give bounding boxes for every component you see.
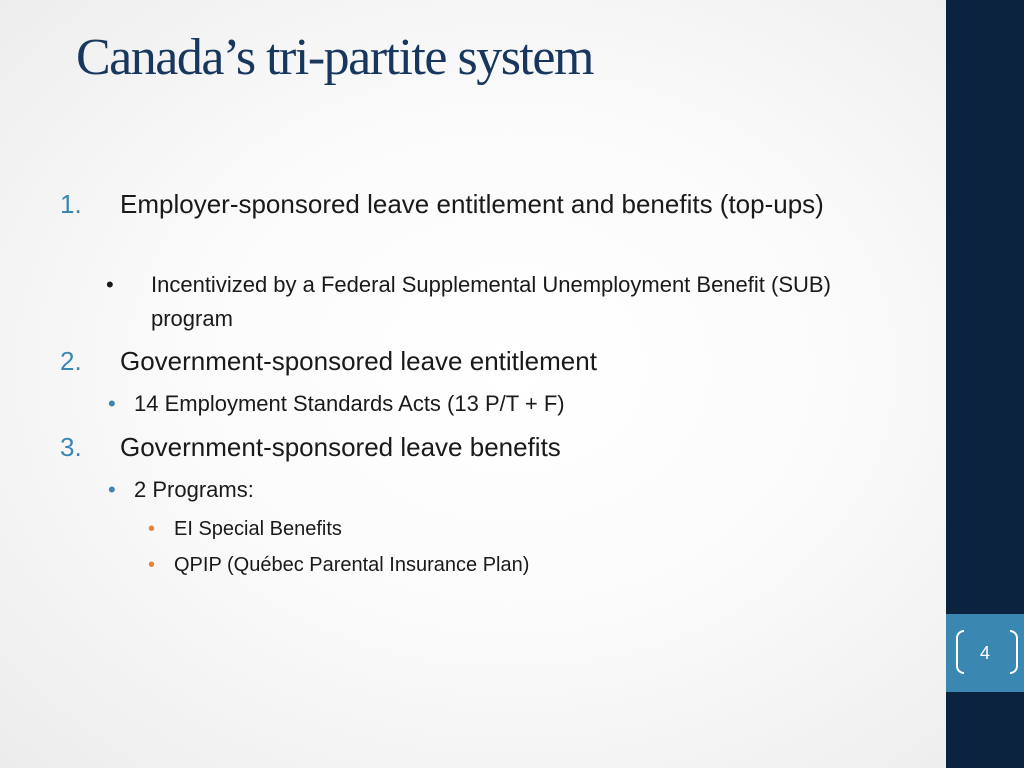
item-number-3: 3. xyxy=(60,432,82,462)
slide-number: 4 xyxy=(979,643,990,663)
item-text-1: Employer-sponsored leave entitlement and benefits (top-ups) xyxy=(120,189,824,219)
subsubitem-text-3-1-1: EI Special Benefits xyxy=(174,518,342,540)
item-text-2: Government-sponsored leave entitlement xyxy=(120,346,597,376)
item-text-3: Government-sponsored leave benefits xyxy=(120,432,561,462)
subitem-text-2-1: 14 Employment Standards Acts (13 P/T + F) xyxy=(134,391,565,416)
item-number-2: 2. xyxy=(60,346,82,376)
slide-number-box xyxy=(946,614,1024,692)
bullet-1-1: • xyxy=(106,272,114,297)
subitem-text-1-1: Incentivized by a Federal Supplemental Unemployment Benefit (SUB) program xyxy=(151,272,831,331)
subitem-text-3-1: 2 Programs: xyxy=(134,477,254,502)
item-number-1: 1. xyxy=(60,189,82,219)
bullet-2-1: • xyxy=(108,391,116,416)
subsubitem-text-3-1-2: QPIP (Québec Parental Insurance Plan) xyxy=(174,554,530,576)
bullet-3-1: • xyxy=(108,477,116,502)
bullet-3-1-1: • xyxy=(148,518,156,540)
slide-title: Canada’s tri-partite system xyxy=(76,29,593,86)
bullet-3-1-2: • xyxy=(148,554,156,576)
